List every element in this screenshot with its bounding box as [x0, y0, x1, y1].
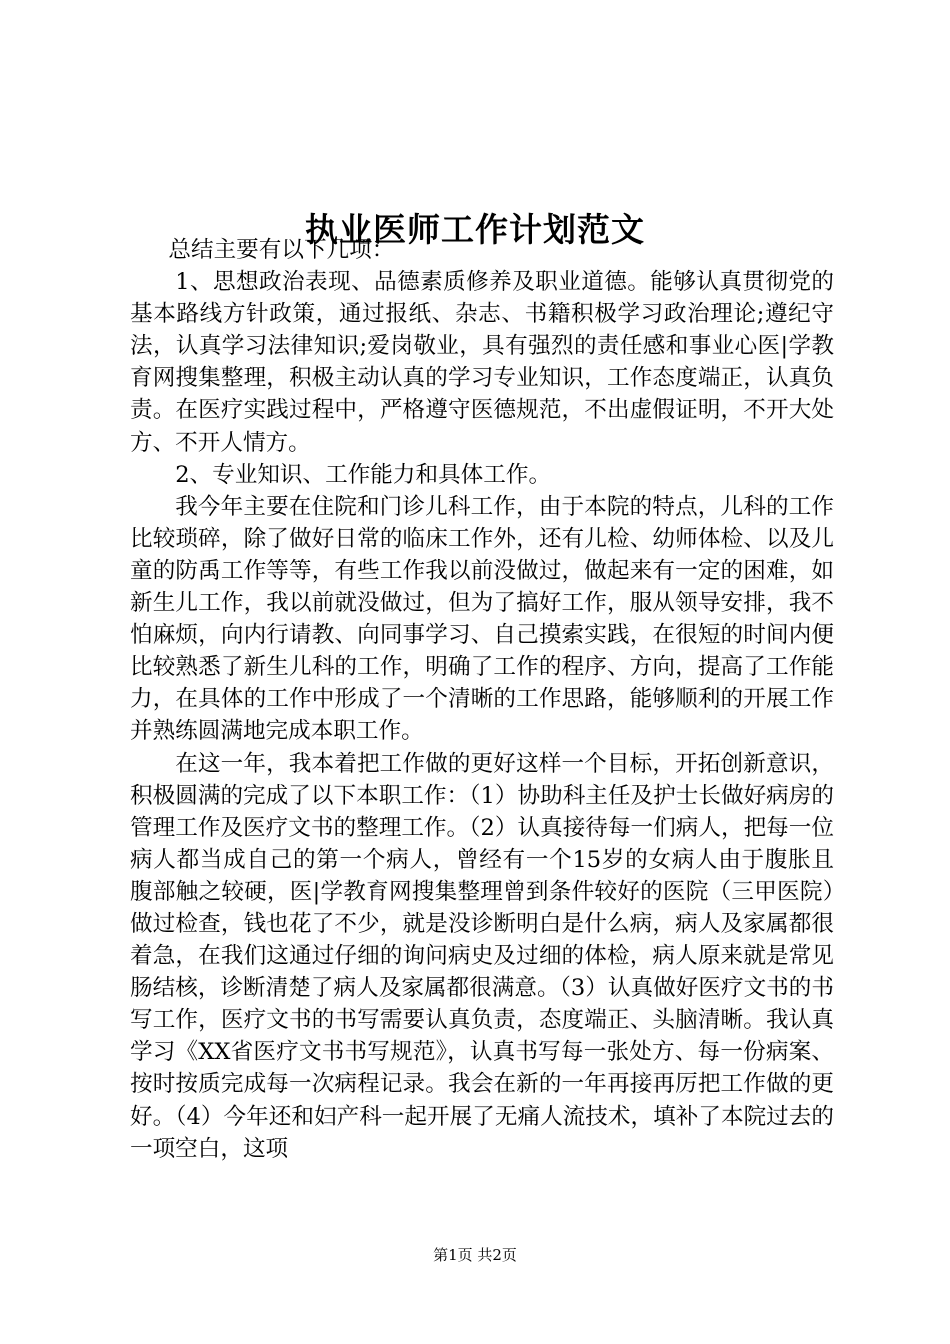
- document-title: 执业医师工作计划范文: [305, 210, 645, 250]
- document-body: [130, 234, 834, 1165]
- page-number-footer: 第1页 共2页: [433, 1246, 517, 1264]
- paragraph-pediatrics-work: 我今年主要在住院和门诊儿科工作，由于本院的特点，儿科的工作比较琐碎，除了做好日常的临床工作外，还有儿检、幼师体检、以及儿童的防禹工作等等，有些工作我以前没做过，做起来有一定的困难，如新生儿工作，我以前就没做过，但为了搞好工作，服从领导安排，我不怕麻烦，向内行请教、向同事学习、自己摸索实践，在很短的时间内便比较熟悉了新生儿科的工作，明确了工作的程序、方向，提高了工作能力，在具体的工作中形成了一个清晰的工作思路，能够顺利的开展工作并熟练圆满地完成本职工作。: [130, 493, 834, 745]
- paragraph-professional-heading: 2、专业知识、工作能力和具体工作。: [175, 461, 552, 488]
- paragraph-summary-intro: 总结主要有以下几项：: [168, 237, 395, 263]
- paragraph-political-performance: 1、思想政治表现、品德素质修养及职业道德。能够认真贯彻党的基本路线方针政策，通过报纸、杂志、书籍积极学习政治理论;遵纪守法，认真学习法律知识;爱岗敬业，具有强烈的责任感和事业心医|学教育网搜集整理，积极主动认真的学习专业知识，工作态度端正，认真负责。在医疗实践过程中，严格遵守医德规范，不出虚假证明，不开大处方、不开人情方。: [130, 269, 834, 456]
- paragraph-annual-work: 在这一年，我本着把工作做的更好这样一个目标，开拓创新意识，积极圆满的完成了以下本职工作：（1）协助科主任及护士长做好病房的管理工作及医疗文书的整理工作。（2）认真接待每一们病人，把每一位病人都当成自己的第一个病人，曾经有一个15岁的女病人由于腹胀且腹部触之较硬，医|学教育网搜集整理曾到条件较好的医院（三甲医院）做过检查，钱也花了不少，就是没诊断明白是什么病，病人及家属都很着急，在我们这通过仔细的询问病史及过细的体检，病人原来就是常见肠结核，诊断清楚了病人及家属都很满意。（3）认真做好医疗文书的书写工作，医疗文书的书写需要认真负责，态度端正、头脑清晰。我认真学习《XX省医疗文书书写规范》，认真书写每一张处方、每一份病案、按时按质完成每一次病程记录。我会在新的一年再接再厉把工作做的更好。（4）今年还和妇产科一起开展了无痛人流技术，填补了本院过去的一项空白，这项: [130, 750, 834, 1162]
